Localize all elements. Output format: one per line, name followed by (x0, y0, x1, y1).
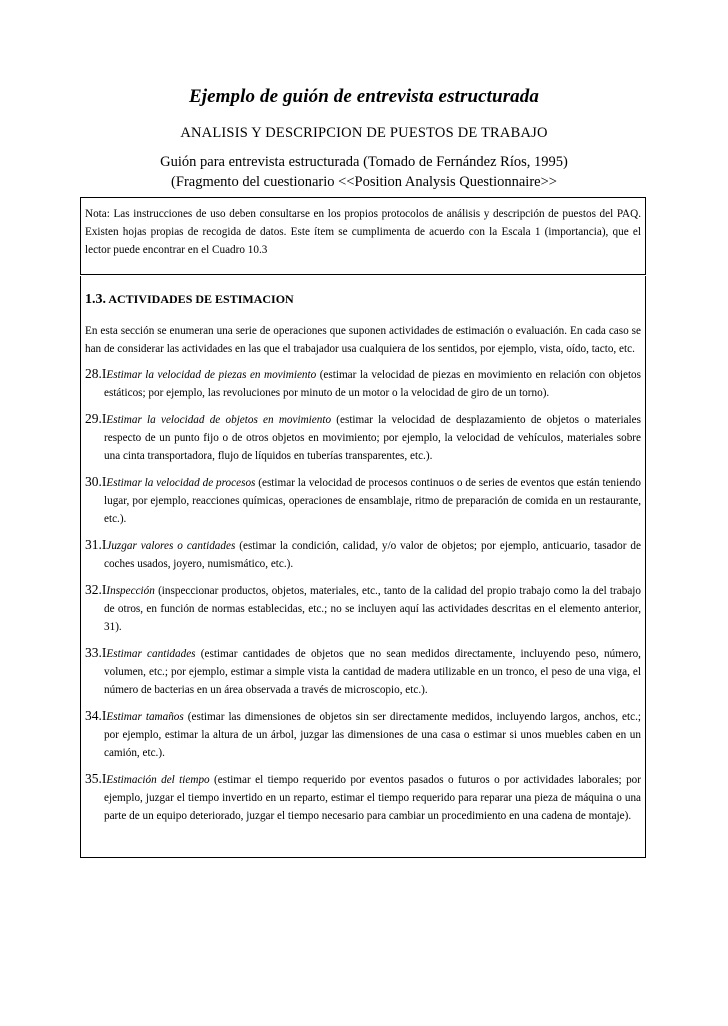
item-text: (estimar la condición, calidad, y/o valor de objetos; por ejemplo, anticuario, tasador de coches usados, joyero, numismático, etc.). (104, 540, 641, 570)
item-number: 33.I (85, 645, 107, 660)
item-term: Estimar la velocidad de procesos (106, 477, 256, 489)
item-text: (estimar la velocidad de desplazamiento de objetos o materiales respecto de un punto fijo o de otros objetos en movimiento; por ejemplo, la velocidad de vehículos, materiales sobre una cinta transportadora, flujo de líquidos en tuberías transparentes, etc.). (104, 414, 641, 462)
document-title: Ejemplo de guión de entrevista estructurada (188, 86, 539, 107)
item-term: Estimación del tiempo (106, 774, 210, 786)
item-number: 34.I (85, 708, 107, 723)
item-term: Estimar cantidades (106, 648, 196, 660)
list-item-30 (85, 473, 641, 528)
item-text: (inspeccionar productos, objetos, materiales, etc., tanto de la calidad del propio trabajo como la del trabajo de otros, en función de normas establecidas, etc.; no se incluyen aquí las actividades descritas en el elemento anterior, 31). (104, 585, 641, 633)
section-heading (85, 292, 641, 308)
item-number: 35.I (85, 771, 107, 786)
list-item-34 (85, 707, 641, 762)
list-item-32 (85, 581, 641, 636)
list-item-31 (85, 536, 641, 573)
item-number: 30.I (85, 474, 107, 489)
item-text: (estimar la velocidad de procesos continuos o de series de eventos que están teniendo lugar, por ejemplo, reacciones químicas, operaciones de ensamblaje, ritmo de preparación de comida en un restaurante, etc.). (104, 477, 641, 525)
item-term: Estimar la velocidad de piezas en movimiento (106, 369, 317, 381)
list-item-29 (85, 410, 641, 465)
item-text: (estimar cantidades de objetos que no sean medidos directamente, incluyendo peso, número, volumen, etc.; por ejemplo, estimar a simple vista la cantidad de madera utilizable en un tronco, el peso de una viga, el número de bacterias en un área observada a través de microscopio, etc.). (104, 648, 641, 696)
item-text: (estimar el tiempo requerido por eventos pasados o futuros o por actividades laborales; por ejemplo, juzgar el tiempo invertido en un reparto, estimar el tiempo requerido para reparar una pieza de máquina o una parte de un equipo deteriorado, juzgar el tiempo necesario para cambiar un procedimiento en una cadena de montaje). (104, 774, 641, 822)
section-number: 1.3. (85, 292, 106, 307)
document-subtitle: ANALISIS Y DESCRIPCION DE PUESTOS DE TRABAJO (180, 125, 548, 141)
list-item-35 (85, 770, 641, 825)
section-box (80, 276, 646, 858)
list-item-28 (85, 365, 641, 402)
item-number: 29.I (85, 411, 107, 426)
item-number: 32.I (85, 582, 107, 597)
list-item-33 (85, 644, 641, 699)
fragment-line: (Fragmento del cuestionario <<Position Analysis Questionnaire>> (171, 174, 557, 190)
item-term: Estimar tamaños (106, 711, 184, 723)
item-term: Juzgar valores o cantidades (106, 540, 236, 552)
item-text: (estimar la velocidad de piezas en movimiento en relación con objetos estáticos; por ejemplo, las revoluciones por minuto de un motor o la velocidad de giro de un torno). (104, 369, 641, 399)
item-number: 28.I (85, 366, 107, 381)
section-title: ACTIVIDADES DE ESTIMACION (108, 292, 294, 306)
source-line: Guión para entrevista estructurada (Tomado de Fernández Ríos, 1995) (160, 154, 568, 170)
section-intro: En esta sección se enumeran una serie de operaciones que suponen actividades de estimación o evaluación. En cada caso se han de considerar las actividades en las que el trabajador usa cualquiera de los sentidos, por ejemplo, vista, oído, tacto, etc. (85, 325, 641, 355)
item-number: 31.I (85, 537, 107, 552)
item-term: Estimar la velocidad de objetos en movimiento (106, 414, 332, 426)
note-box (80, 197, 646, 275)
note-text: Nota: Las instrucciones de uso deben consultarse en los propios protocolos de análisis y descripción de puestos del PAQ. Existen hojas propias de recogida de datos. Este ítem se cumplimenta de acuerdo con la Escala 1 (importancia), que el lector puede encontrar en el Cuadro 10.3 (85, 208, 641, 256)
item-text: (estimar las dimensiones de objetos sin ser directamente medidos, incluyendo largos, anchos, etc.; por ejemplo, estimar la altura de un árbol, juzgar las dimensiones de una casa o estimar si unos muebles caben en un camión, etc.). (104, 711, 641, 759)
item-term: Inspección (106, 585, 155, 597)
